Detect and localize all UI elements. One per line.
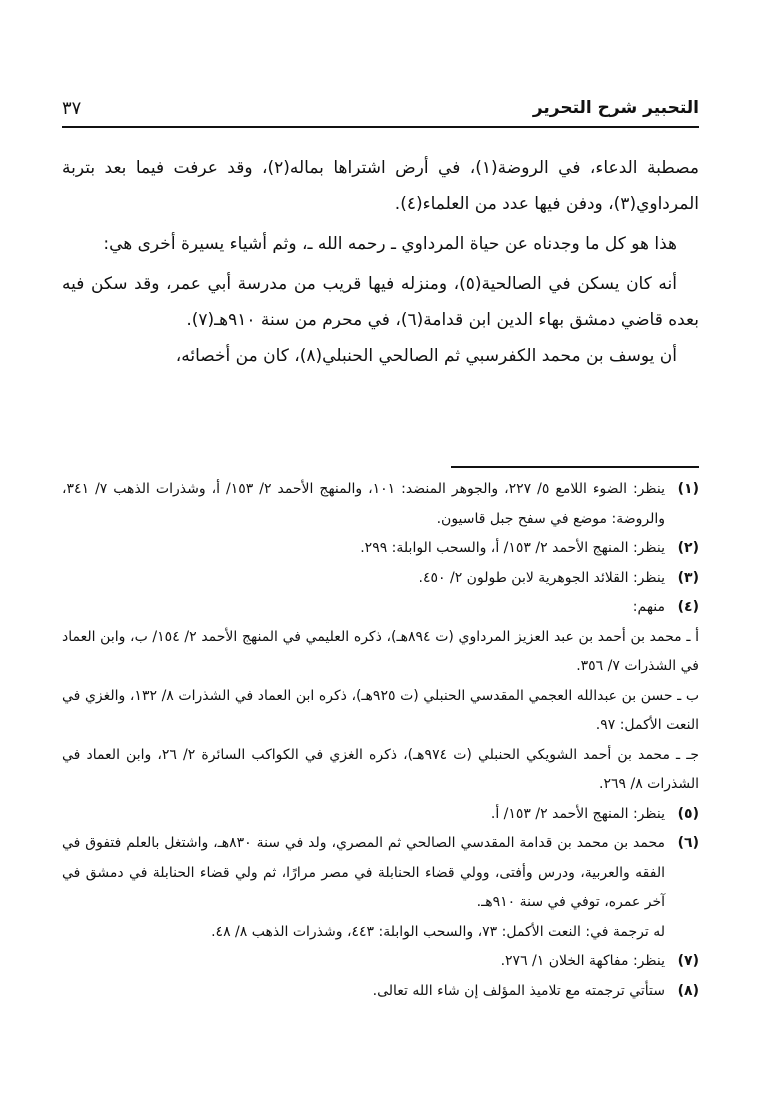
footnotes <box>62 475 699 1006</box>
footnote-subitem: ب ـ حسن بن عبدالله العجمي المقدسي الحنبلي (ت ٩٢٥هـ)، ذكره ابن العماد في الشذرات ٨/ ١٣٢، والغزي في النعت الأكمل: ٩٧. <box>62 687 700 733</box>
footnote <box>62 475 699 534</box>
paragraph: مصطبة الدعاء، في الروضة(١)، في أرض اشتراها بماله(٢)، وقد عرفت فيما بعد بتربة المرداوي(٣)، ودفن فيها عدد من العلماء(٤). <box>62 158 699 214</box>
footnote-text: محمد بن محمد بن قدامة المقدسي الصالحي ثم المصري، ولد في سنة ٨٣٠هـ، واشتغل بالعلم فتفوق في الفقه والعربية، ودرس وأفتى، وولي قضاء الحنابلة في مصر مرارًا، ثم ولي قضاء الحنابلة في دمشق في آخر عمره، توفي في سنة ٩١٠هـ. <box>62 835 665 910</box>
main-text <box>62 150 699 374</box>
footnote-number-blank <box>665 918 699 948</box>
book-page <box>62 0 699 1106</box>
footnote-text: ينظر: الضوء اللامع ٥/ ٢٢٧، والجوهر المنضد: ١٠١، والمنهج الأحمد ٢/ ١٥٣/ أ، وشذرات الذهب ٧/ ٣٤١، والروضة: موضع في سفح جبل قاسيون. <box>62 481 665 527</box>
footnote-text: منهم: <box>632 599 665 615</box>
footnote-separator <box>451 466 699 468</box>
footnote-number: (٣) <box>677 569 699 586</box>
footnote <box>62 564 699 594</box>
footnote-text: ينظر: المنهج الأحمد ٢/ ١٥٣/ أ. <box>490 805 665 822</box>
footnote-subitem: جـ ـ محمد بن أحمد الشويكي الحنبلي (ت ٩٧٤هـ)، ذكره الغزي في الكواكب السائرة ٢/ ٢٦، وابن العماد في الشذرات ٨/ ٢٦٩. <box>62 746 700 792</box>
paragraph: أن يوسف بن محمد الكفرسبي ثم الصالحي الحنبلي(٨)، كان من أخصائه، <box>175 346 677 366</box>
footnote-number: (٥) <box>677 805 699 822</box>
footnote-number: (١) <box>677 481 699 497</box>
footnote-text: ينظر: المنهج الأحمد ٢/ ١٥٣/ أ، والسحب الوابلة: ٢٩٩. <box>360 540 665 556</box>
footnote-text: ينظر: القلائد الجوهرية لابن طولون ٢/ ٤٥٠. <box>418 569 665 586</box>
footnote <box>62 947 699 977</box>
footnote-number: (٧) <box>677 953 699 969</box>
header-rule <box>62 126 699 128</box>
paragraph: هذا هو كل ما وجدناه عن حياة المرداوي ـ رحمه الله ـ، وثم أشياء يسيرة أخرى هي: <box>103 234 677 254</box>
footnote-number: (٤) <box>677 599 699 615</box>
page-header <box>62 98 699 128</box>
footnote-text: ستأتي ترجمته مع تلاميذ المؤلف إن شاء الله تعالى. <box>372 982 665 999</box>
page-number: ٣٧ <box>62 98 82 119</box>
footnote-text: له ترجمة في: النعت الأكمل: ٧٣، والسحب الوابلة: ٤٤٣، وشذرات الذهب ٨/ ٤٨. <box>211 923 665 940</box>
footnote-text: ينظر: مفاكهة الخلان ١/ ٢٧٦. <box>500 953 665 969</box>
footnote-number: (٨) <box>677 982 699 999</box>
footnote <box>62 593 699 623</box>
paragraph: أنه كان يسكن في الصالحية(٥)، ومنزله فيها قريب من مدرسة أبي عمر، وقد سكن فيه بعده قاضي دمشق بهاء الدين ابن قدامة(٦)، في محرم من سنة ٩١٠هـ(٧). <box>62 274 699 330</box>
running-title: التحبير شرح التحرير <box>532 98 699 118</box>
footnote <box>62 829 699 918</box>
footnote-number: (٢) <box>677 540 699 556</box>
footnote <box>62 977 699 1007</box>
footnote-number: (٦) <box>677 835 699 851</box>
footnote-subitem: أ ـ محمد بن أحمد بن عبد العزيز المرداوي (ت ٨٩٤هـ)، ذكره العليمي في المنهج الأحمد ٢/ ١٥٤/ ب، وابن العماد في الشذرات ٧/ ٣٥٦. <box>62 628 699 674</box>
footnote-continuation <box>62 918 699 948</box>
footnote <box>62 800 699 830</box>
footnote <box>62 534 699 564</box>
